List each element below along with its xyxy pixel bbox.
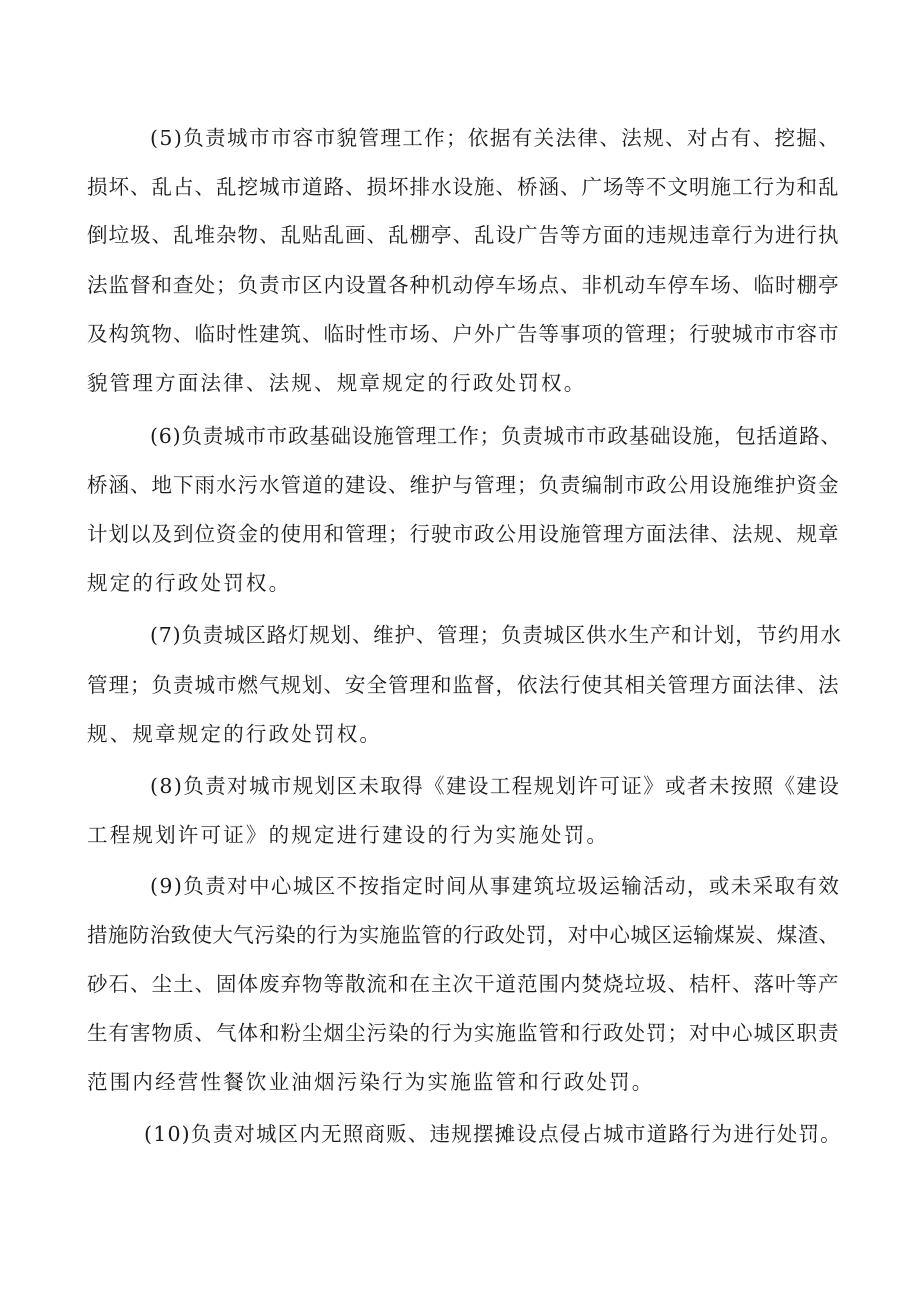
- text-line: 法监督和查处；负责市区内设置各种机动停车场点、非机动车停车场、临时棚亭: [87, 273, 840, 297]
- text-line: 损坏、乱占、乱挖城市道路、损坏排水设施、桥涵、广场等不文明施工行为和乱: [87, 175, 840, 199]
- text-line: 规、规章规定的行政处罚权。: [87, 722, 383, 746]
- text-line: 计划以及到位资金的使用和管理；行驶市政公用设施管理方面法律、法规、规章: [87, 522, 840, 546]
- text-line: 砂石、尘土、固体废弃物等散流和在主次干道范围内焚烧垃圾、桔杆、落叶等产: [87, 972, 840, 996]
- text-line: 貌管理方面法律、法规、规章规定的行政处罚权。: [87, 371, 587, 395]
- text-line: (5)负责城市市容市貌管理工作；依据有关法律、法规、对占有、挖掘、: [150, 126, 841, 150]
- text-line: 桥涵、地下雨水污水管道的建设、维护与管理；负责编制市政公用设施维护资金: [87, 473, 840, 497]
- text-line: 管理；负责城市燃气规划、安全管理和监督，依法行使其相关管理方面法律、法: [87, 673, 840, 697]
- text-line: 规定的行政处罚权。: [87, 571, 292, 595]
- text-line: 范围内经营性餐饮业油烟污染行为实施监管和行政处罚。: [87, 1070, 655, 1094]
- text-line: (8)负责对城市规划区未取得《建设工程规划许可证》或者未按照《建设: [150, 774, 841, 798]
- text-line: (9)负责对中心城区不按指定时间从事建筑垃圾运输活动，或未采取有效: [150, 874, 841, 898]
- text-line: (7)负责城区路灯规划、维护、管理；负责城区供水生产和计划，节约用水: [150, 623, 842, 647]
- text-line: 及构筑物、临时性建筑、临时性市场、户外广告等事项的管理；行驶城市市容市: [87, 322, 840, 346]
- text-line: (10)负责对城区内无照商贩、违规摆摊设点侵占城市道路行为进行处罚。: [144, 1122, 842, 1146]
- text-line: 措施防治致使大气污染的行为实施监管的行政处罚，对中心城区运输煤炭、煤渣、: [87, 923, 840, 947]
- text-line: 工程规划许可证》的规定进行建设的行为实施处罚。: [87, 823, 610, 847]
- text-line: (6)负责城市市政基础设施管理工作；负责城市市政基础设施，包括道路、: [150, 424, 842, 448]
- text-line: 倒垃圾、乱堆杂物、乱贴乱画、乱棚亭、乱设广告等方面的违规违章行为进行执: [87, 223, 840, 247]
- text-line: 生有害物质、气体和粉尘烟尘污染的行为实施监管和行政处罚；对中心城区职责: [87, 1021, 840, 1045]
